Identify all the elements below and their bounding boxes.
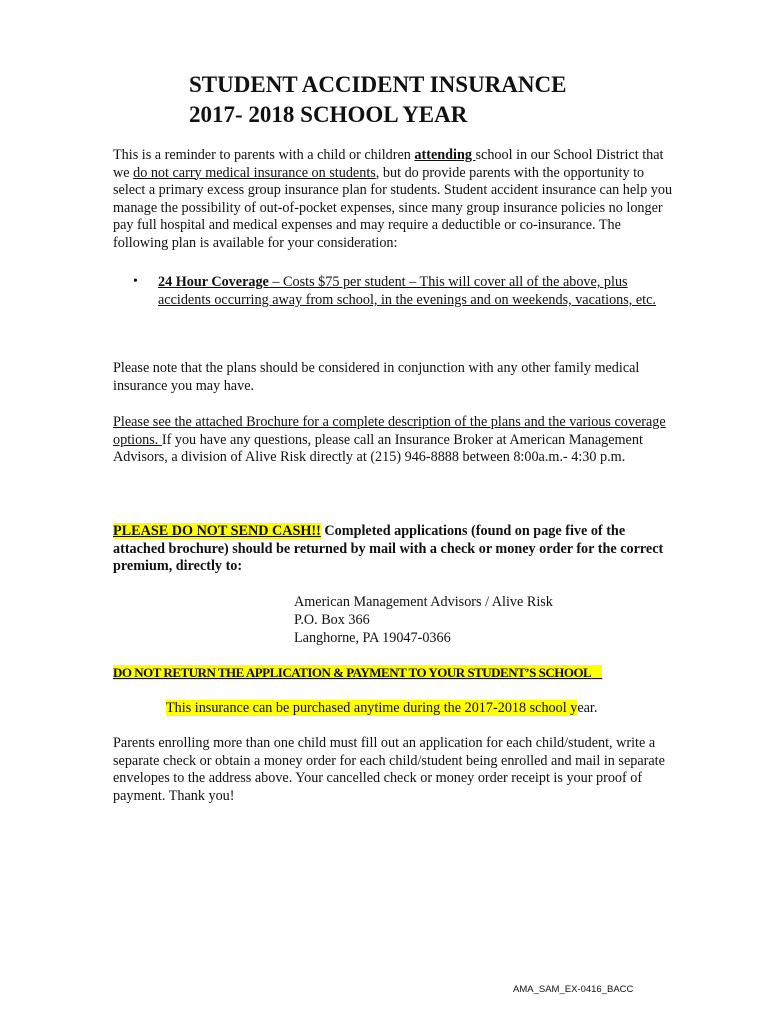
coverage-description bbox=[158, 273, 670, 309]
coverage-text: – Costs $75 per student – This will cover all of the above, plus accidents occurring away from school, in the evenings and on weekends, vacations, etc. bbox=[158, 274, 656, 308]
intro-text-3: , but do provide parents with the opportunity to select a primary excess group insurance plan for students. Student accident insurance can help you manage the possibility of out-of-pocket expenses, since many group insurance policies no longer pay full hospital and medical expenses and may require a deductible or co-insurance. The following plan is available for your consideration: bbox=[113, 164, 673, 251]
bullet-icon: • bbox=[133, 274, 138, 289]
note-paragraph: Please note that the plans should be considered in conjunction with any other family medical insurance you may have. bbox=[113, 360, 640, 394]
brochure-reference: Please see the attached Brochure for a complete description of the plans and the various coverage options. bbox=[113, 414, 666, 448]
brochure-paragraph bbox=[113, 414, 673, 467]
no-insurance-emphasis: do not carry medical insurance on students bbox=[133, 164, 376, 181]
address-line-1: American Management Advisors / Alive Risk bbox=[294, 594, 553, 610]
mailing-instructions: Completed applications (found on page five of the attached brochure) should be returned by mail with a check or money order for the correct premium, directly to: bbox=[113, 523, 664, 575]
purchase-highlight: This insurance can be purchased anytime during the 2017-2018 school y bbox=[166, 700, 578, 716]
no-cash-warning: PLEASE DO NOT SEND CASH!! bbox=[113, 523, 321, 539]
title-line-1: STUDENT ACCIDENT INSURANCE bbox=[189, 72, 567, 97]
contact-info: If you have any questions, please call an Insurance Broker at American Management Advisors, a division of Alive Risk directly at (215) 946-8888 between 8:00a.m.- 4:30 p.m. bbox=[113, 431, 643, 466]
do-not-return-warning bbox=[113, 664, 665, 681]
address-line-2: P.O. Box 366 bbox=[294, 611, 370, 628]
do-not-return-text: DO NOT RETURN THE APPLICATION & PAYMENT TO YOUR STUDENT’S SCHOOL bbox=[113, 665, 592, 680]
coverage-heading: 24 Hour Coverage bbox=[158, 274, 269, 290]
mailing-address bbox=[294, 594, 553, 647]
attending-emphasis: attending bbox=[414, 147, 476, 163]
address-line-3: Langhorne, PA 19047-0366 bbox=[294, 629, 451, 646]
cash-warning-paragraph bbox=[113, 523, 673, 576]
purchase-rest: ear. bbox=[577, 700, 598, 716]
intro-text-1: This is a reminder to parents with a child or children bbox=[113, 147, 415, 163]
intro-paragraph bbox=[113, 147, 673, 253]
title-line-2: 2017- 2018 SCHOOL YEAR bbox=[189, 102, 468, 127]
closing-paragraph: Parents enrolling more than one child must fill out an application for each child/student, write a separate check or obtain a money order for each child/student being enrolled and mail in separate envelopes to the address above. Your cancelled check or money order receipt is your proof of payment. Thank you! bbox=[113, 735, 665, 804]
document-code: AMA_SAM_EX-0416_BACC bbox=[513, 984, 634, 995]
purchase-notice bbox=[166, 700, 597, 718]
page-title bbox=[189, 70, 566, 130]
intro-text-2: school in our School District that we bbox=[113, 147, 664, 181]
